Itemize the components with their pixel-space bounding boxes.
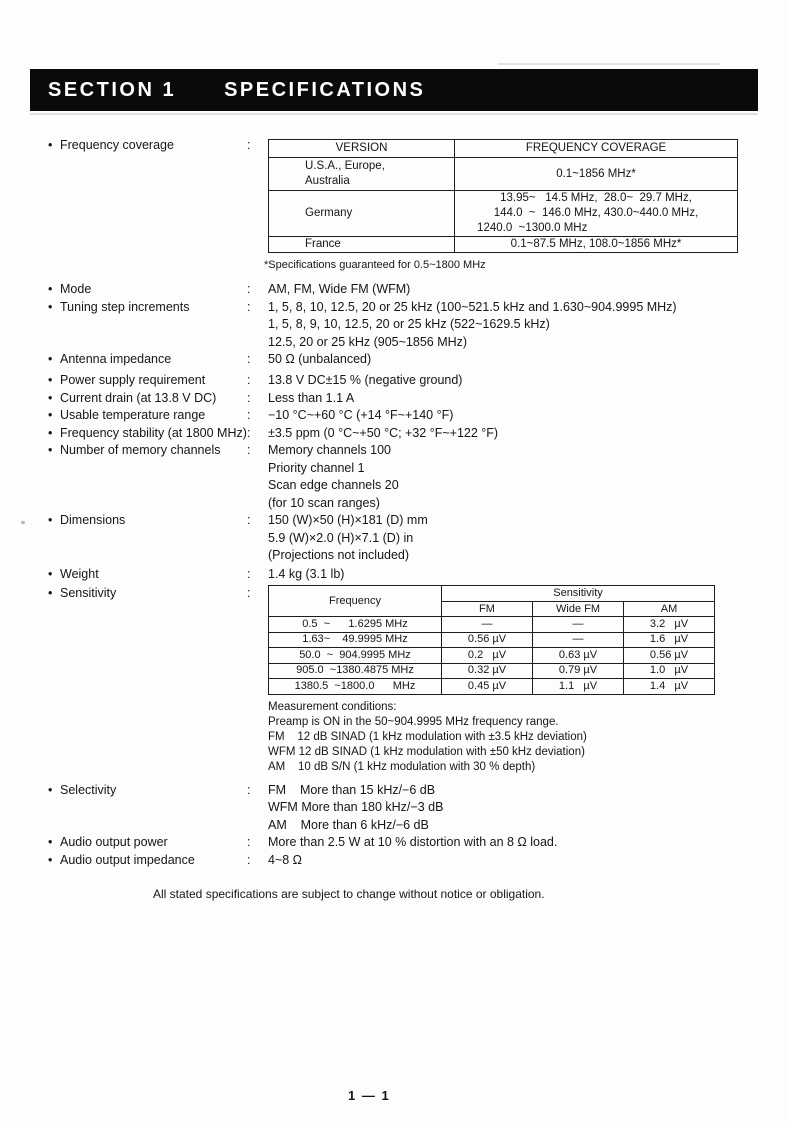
measurement-line: WFM 12 dB SINAD (1 kHz modulation with ±50 kHz deviation) bbox=[268, 745, 585, 758]
fm-header-cell: FM bbox=[442, 602, 533, 617]
spec-label-text: Antenna impedance bbox=[60, 352, 172, 366]
bullet-icon: • bbox=[48, 586, 53, 600]
spec-colon: : bbox=[247, 138, 251, 152]
measurement-line: Preamp is ON in the 50~904.9995 MHz frequency range. bbox=[268, 715, 559, 728]
wfm-cell: — bbox=[533, 617, 624, 633]
spec-label-text: Audio output power bbox=[60, 835, 168, 849]
spec-colon: : bbox=[247, 352, 251, 366]
frequency-cell: 50.0 ~ 904.9995 MHz bbox=[269, 648, 442, 664]
bullet-icon: • bbox=[48, 352, 53, 366]
bullet-icon: • bbox=[48, 282, 53, 296]
page-title: SPECIFICATIONS bbox=[224, 78, 426, 101]
section-header-bar bbox=[30, 69, 758, 111]
spec-row-tuning-steps bbox=[48, 299, 738, 352]
spec-label-text: Frequency coverage bbox=[60, 138, 174, 152]
am-cell: 1.4 µV bbox=[624, 679, 715, 695]
spec-value bbox=[268, 351, 738, 369]
table-row bbox=[269, 632, 715, 648]
spec-label-text: Selectivity bbox=[60, 782, 117, 797]
spec-value bbox=[268, 512, 738, 565]
scan-streak bbox=[30, 113, 758, 115]
table-header-row bbox=[269, 586, 715, 602]
spec-value-line: 5.9 (W)×2.0 (H)×7.1 (D) in bbox=[268, 530, 414, 545]
spec-label-text: Audio output impedance bbox=[60, 852, 195, 867]
wide-fm-header-cell: Wide FM bbox=[533, 602, 624, 617]
spec-label-text: Tuning step increments bbox=[60, 299, 190, 314]
spec-value-line: Priority channel 1 bbox=[268, 460, 365, 475]
coverage-line: 13.95~ 14.5 MHz, 28.0~ 29.7 MHz, bbox=[500, 192, 692, 204]
spec-label bbox=[48, 442, 247, 460]
coverage-line: 1240.0 ~1300.0 MHz bbox=[477, 222, 588, 234]
table-row-france bbox=[269, 237, 738, 253]
spec-label-text: Number of memory channels bbox=[60, 443, 221, 457]
bullet-icon: • bbox=[48, 408, 53, 422]
spec-value-line: 1, 5, 8, 10, 12.5, 20 or 25 kHz (100~521.5 kHz and 1.630~904.9995 MHz) bbox=[268, 299, 677, 314]
coverage-cell bbox=[455, 158, 738, 191]
disclaimer-note: All stated specifications are subject to change without notice or obligation. bbox=[153, 887, 545, 901]
spec-row-selectivity bbox=[48, 782, 738, 835]
spec-row-memory-channels bbox=[48, 442, 738, 512]
spec-label bbox=[48, 425, 247, 443]
spec-colon: : bbox=[247, 567, 251, 581]
spec-colon: : bbox=[247, 390, 251, 405]
spec-value-line: 12.5, 20 or 25 kHz (905~1856 MHz) bbox=[268, 334, 468, 349]
spec-value-line: WFM More than 180 kHz/−3 dB bbox=[268, 800, 444, 814]
spec-label-text: Dimensions bbox=[60, 513, 126, 527]
fm-cell: — bbox=[442, 617, 533, 633]
fm-cell: 0.56 µV bbox=[442, 632, 533, 648]
version-line: Australia bbox=[305, 175, 350, 187]
bullet-icon: • bbox=[48, 443, 53, 457]
am-header-cell: AM bbox=[624, 602, 715, 617]
spec-label bbox=[48, 407, 247, 425]
spec-row-frequency-stability bbox=[48, 425, 738, 443]
spec-value bbox=[268, 852, 738, 870]
spec-value-line: 13.8 V DC±15 % (negative ground) bbox=[268, 373, 463, 387]
spec-value-line: −10 °C~+60 °C (+14 °F~+140 °F) bbox=[268, 408, 454, 422]
bullet-icon: • bbox=[48, 299, 53, 314]
scan-artifact bbox=[21, 521, 25, 524]
am-cell: 1.6 µV bbox=[624, 632, 715, 648]
bullet-icon: • bbox=[48, 138, 53, 152]
spec-colon: : bbox=[247, 373, 251, 387]
spec-value-line: FM More than 15 kHz/−6 dB bbox=[268, 782, 436, 797]
spec-value-line: (for 10 scan ranges) bbox=[268, 495, 380, 510]
bullet-icon: • bbox=[48, 513, 53, 527]
spec-label bbox=[48, 512, 247, 530]
bullet-icon: • bbox=[48, 782, 53, 797]
version-cell: Germany bbox=[269, 191, 455, 237]
spec-value bbox=[268, 782, 738, 835]
am-cell: 3.2 µV bbox=[624, 617, 715, 633]
spec-colon: : bbox=[247, 586, 251, 600]
spec-colon: : bbox=[247, 408, 251, 422]
am-cell: 1.0 µV bbox=[624, 663, 715, 679]
specifications-list bbox=[48, 137, 738, 869]
coverage-cell bbox=[455, 191, 738, 237]
measurement-conditions bbox=[268, 700, 738, 775]
spec-value bbox=[268, 372, 738, 390]
spec-colon: : bbox=[247, 425, 251, 440]
section-number: SECTION 1 bbox=[48, 78, 177, 101]
spec-label bbox=[48, 390, 247, 408]
table-row-germany bbox=[269, 191, 738, 237]
bullet-icon: • bbox=[48, 835, 53, 849]
spec-value-line: Less than 1.1 A bbox=[268, 390, 355, 405]
coverage-line: 0.1~1856 MHz* bbox=[556, 167, 636, 180]
spec-label bbox=[48, 137, 247, 155]
spec-label-text: Current drain (at 13.8 V DC) bbox=[60, 390, 217, 405]
frequency-cell: 0.5 ~ 1.6295 MHz bbox=[269, 617, 442, 633]
spec-colon: : bbox=[247, 299, 251, 314]
coverage-header-cell: FREQUENCY COVERAGE bbox=[455, 140, 738, 158]
measurement-line: Measurement conditions: bbox=[268, 700, 397, 713]
spec-value-line: 1, 5, 8, 9, 10, 12.5, 20 or 25 kHz (522~1629.5 kHz) bbox=[268, 317, 550, 331]
frequency-cell: 1380.5 ~1800.0 MHz bbox=[269, 679, 442, 695]
table-header-row bbox=[269, 140, 738, 158]
spec-label-text: Frequency stability (at 1800 MHz) bbox=[60, 425, 247, 440]
spec-value bbox=[268, 390, 738, 408]
spec-value-line: 4~8 Ω bbox=[268, 852, 303, 867]
spec-label bbox=[48, 834, 247, 852]
version-cell bbox=[269, 158, 455, 191]
coverage-line: 144.0 ~ 146.0 MHz, 430.0~440.0 MHz, bbox=[493, 207, 699, 219]
spec-value bbox=[268, 281, 738, 299]
wfm-cell: 0.63 µV bbox=[533, 648, 624, 664]
spec-value bbox=[268, 425, 738, 443]
spec-colon: : bbox=[247, 782, 251, 797]
spec-value-line: (Projections not included) bbox=[268, 548, 410, 562]
bullet-icon: • bbox=[48, 373, 53, 387]
spec-value-line: Memory channels 100 bbox=[268, 443, 391, 457]
spec-colon: : bbox=[247, 852, 251, 867]
table-row bbox=[269, 679, 715, 695]
spec-label bbox=[48, 782, 247, 800]
spec-row-weight bbox=[48, 566, 738, 584]
spec-value-line: AM, FM, Wide FM (WFM) bbox=[268, 282, 411, 296]
spec-value bbox=[268, 834, 738, 852]
bullet-icon: • bbox=[48, 425, 53, 440]
spec-label bbox=[48, 372, 247, 390]
fm-cell: 0.2 µV bbox=[442, 648, 533, 664]
spec-value bbox=[268, 299, 738, 352]
spec-colon: : bbox=[247, 835, 251, 849]
spec-label-text: Weight bbox=[60, 567, 99, 581]
spec-value-line: More than 2.5 W at 10 % distortion with an 8 Ω load. bbox=[268, 835, 558, 849]
spec-row-mode bbox=[48, 281, 738, 299]
spec-label-text: Usable temperature range bbox=[60, 408, 206, 422]
version-cell: France bbox=[269, 237, 455, 253]
frequency-cell: 905.0 ~1380.4875 MHz bbox=[269, 663, 442, 679]
table-row bbox=[269, 617, 715, 633]
spec-value-line: ±3.5 ppm (0 °C~+50 °C; +32 °F~+122 °F) bbox=[268, 425, 499, 440]
spec-label-text: Power supply requirement bbox=[60, 373, 206, 387]
spec-value bbox=[268, 585, 738, 782]
frequency-header-cell: Frequency bbox=[269, 586, 442, 617]
coverage-cell bbox=[455, 237, 738, 253]
measurement-line: AM 10 dB S/N (1 kHz modulation with 30 % depth) bbox=[268, 760, 536, 773]
spec-row-audio-output-impedance bbox=[48, 852, 738, 870]
spec-label bbox=[48, 299, 247, 317]
spec-row-power-supply bbox=[48, 372, 738, 390]
spec-row-frequency-coverage bbox=[48, 137, 738, 281]
spec-value-line: 50 Ω (unbalanced) bbox=[268, 352, 372, 366]
spec-value-line: 150 (W)×50 (H)×181 (D) mm bbox=[268, 513, 428, 527]
scan-streak bbox=[498, 63, 720, 65]
frequency-cell: 1.63~ 49.9995 MHz bbox=[269, 632, 442, 648]
bullet-icon: • bbox=[48, 390, 53, 405]
spec-value-line: Scan edge channels 20 bbox=[268, 478, 399, 492]
spec-value bbox=[264, 137, 738, 281]
spec-value bbox=[268, 407, 738, 425]
wfm-cell: 1.1 µV bbox=[533, 679, 624, 695]
spec-label bbox=[48, 281, 247, 299]
spec-value bbox=[268, 566, 738, 584]
spec-row-antenna-impedance bbox=[48, 351, 738, 369]
version-line: U.S.A., Europe, bbox=[305, 160, 385, 172]
sensitivity-table bbox=[268, 585, 715, 695]
spec-label bbox=[48, 351, 247, 369]
spec-colon: : bbox=[247, 443, 251, 457]
spec-label bbox=[48, 852, 247, 870]
fm-cell: 0.45 µV bbox=[442, 679, 533, 695]
spec-row-current-drain bbox=[48, 390, 738, 408]
sensitivity-header-cell: Sensitivity bbox=[442, 586, 715, 602]
spec-label-text: Sensitivity bbox=[60, 586, 117, 600]
spec-colon: : bbox=[247, 282, 251, 296]
page-number: 1 — 1 bbox=[348, 1088, 391, 1103]
bullet-icon: • bbox=[48, 852, 53, 867]
measurement-line: FM 12 dB SINAD (1 kHz modulation with ±3.5 kHz deviation) bbox=[268, 730, 587, 743]
wfm-cell: 0.79 µV bbox=[533, 663, 624, 679]
frequency-coverage-table bbox=[268, 139, 738, 253]
spec-value-line: 1.4 kg (3.1 lb) bbox=[268, 567, 345, 581]
table-row-usa-europe-australia bbox=[269, 158, 738, 191]
spec-value bbox=[268, 442, 738, 512]
bullet-icon: • bbox=[48, 567, 53, 581]
spec-label-text: Mode bbox=[60, 282, 92, 296]
am-cell: 0.56 µV bbox=[624, 648, 715, 664]
spec-row-sensitivity bbox=[48, 585, 738, 782]
table-row bbox=[269, 648, 715, 664]
spec-row-audio-output-power bbox=[48, 834, 738, 852]
spec-label bbox=[48, 566, 247, 584]
spec-row-dimensions bbox=[48, 512, 738, 565]
coverage-line: 0.1~87.5 MHz, 108.0~1856 MHz* bbox=[510, 238, 682, 250]
version-header-cell: VERSION bbox=[269, 140, 455, 158]
wfm-cell: — bbox=[533, 632, 624, 648]
spec-colon: : bbox=[247, 513, 251, 527]
fm-cell: 0.32 µV bbox=[442, 663, 533, 679]
table-footnote: *Specifications guaranteed for 0.5~1800 MHz bbox=[264, 259, 486, 271]
spec-value-line: AM More than 6 kHz/−6 dB bbox=[268, 817, 429, 832]
spec-row-temperature-range bbox=[48, 407, 738, 425]
table-row bbox=[269, 663, 715, 679]
spec-label bbox=[48, 585, 247, 603]
